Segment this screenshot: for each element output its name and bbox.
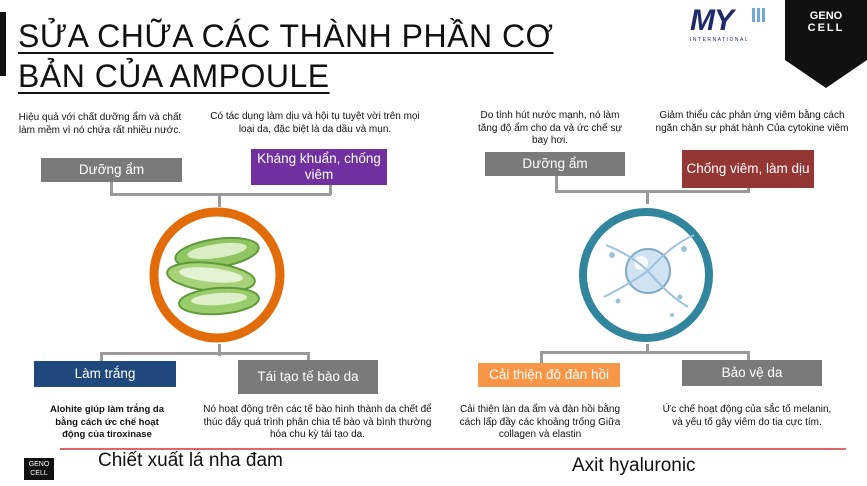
left-box-moisturize: Dưỡng ẩm (41, 158, 182, 182)
right-connector (747, 188, 750, 193)
left-connector (100, 352, 310, 355)
right-desc-top-left: Do tính hút nước mạnh, nó làm tăng độ ẩm cho da và ức chế sự bay hơi. (477, 110, 623, 146)
genocell-small-logo (24, 458, 54, 480)
genocell-logo (785, 0, 867, 88)
left-box-skin-regeneration: Tái tạo tế bào da (238, 360, 378, 394)
hyaluronic-circle (576, 205, 716, 345)
left-desc-bottom-left: Alohite giúp làm trắng da bằng cách ức chế hoạt động của tiroxinase (49, 404, 164, 440)
left-footer-label: Chiết xuất lá nha đam (98, 450, 283, 471)
logo-sub-text: INTERNATIONAL (690, 37, 750, 43)
right-connector (646, 190, 649, 204)
page-title (18, 16, 553, 96)
right-desc-bottom-left: Cải thiện làn da ẩm và đàn hồi bằng cách lấp đầy các khoảng trống Giữa collagen và elastin (459, 404, 621, 440)
right-box-elasticity: Cải thiện độ đàn hồi (478, 363, 620, 387)
left-box-antibacterial: Kháng khuẩn, chống viêm (251, 149, 387, 185)
right-box-skin-protection: Bảo vệ da (682, 360, 822, 386)
left-connector (329, 185, 332, 195)
left-desc-bottom-right: Nó hoạt động trên các tế bào hình thành da chết để thúc đẩy quá trình phân chia tế bào và bình thường hóa chu kỳ tái tạo da. (203, 404, 432, 440)
title-line-1: SỬA CHỮA CÁC THÀNH PHẦN CƠ (18, 18, 554, 54)
title-accent-bar (0, 12, 6, 76)
genocell-bottom-text: CELL (807, 22, 845, 34)
aloe-vera-icon (147, 205, 287, 345)
right-desc-top-right: Giảm thiểu các phản ứng viêm bằng cách ngăn chặn sự phát hành Của cytokine viêm (655, 110, 849, 134)
genocell-small-top: GENO (28, 461, 50, 468)
right-connector (540, 351, 750, 354)
genocell-top-text: GENO (809, 10, 843, 22)
logo-brand-text: MY (690, 4, 733, 37)
left-box-whitening: Làm trắng (34, 361, 176, 387)
left-desc-top-left: Hiệu quả với chất dưỡng ẩm và chất làm mềm vì nó chứa rất nhiều nước. (18, 112, 182, 136)
right-connector (540, 351, 543, 363)
right-desc-bottom-right: Ức chế hoạt động của sắc tố melanin, và yếu tố gây viêm do tia cực tím. (662, 404, 832, 428)
logo-mark-icon (752, 8, 766, 22)
right-box-anti-inflammatory: Chống viêm, làm dịu (682, 150, 814, 188)
water-splash-icon (576, 205, 716, 345)
left-desc-top-right: Có tác dụng làm dịu và hội tụ tuyệt vời trên mọi loại da, đặc biệt là da dầu và mụn. (210, 111, 420, 135)
title-line-2: BẢN CỦA AMPOULE (18, 58, 330, 94)
right-footer-label: Axit hyaluronic (572, 455, 696, 476)
genocell-small-bottom: CELL (30, 470, 48, 477)
aloe-circle (147, 205, 287, 345)
right-connector (555, 190, 750, 193)
my-international-logo (690, 4, 778, 43)
right-box-moisturize: Dưỡng ẩm (485, 152, 625, 176)
